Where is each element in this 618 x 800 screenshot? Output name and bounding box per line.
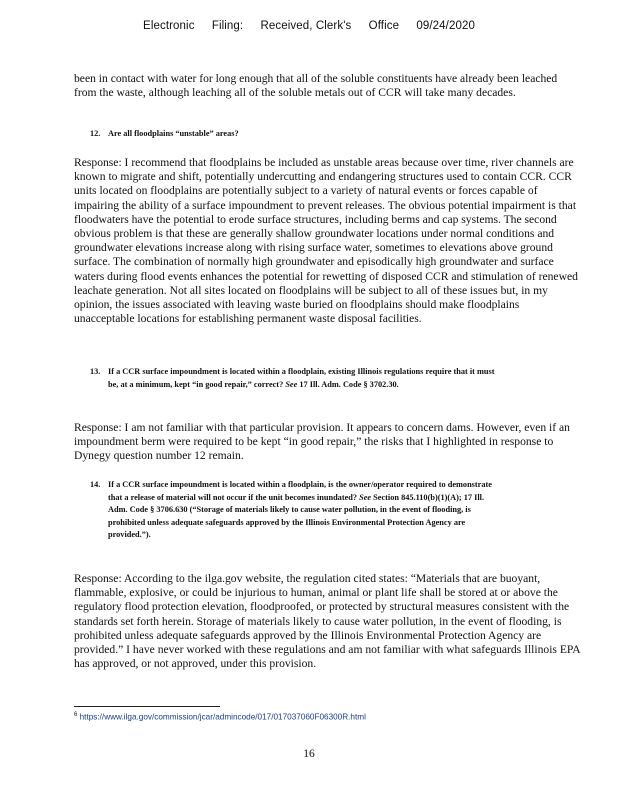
question-13-citation: 17 Ill. Adm. Code § 3702.30. bbox=[297, 379, 399, 389]
question-12-text: Are all floodplains “unstable” areas? bbox=[108, 129, 239, 138]
question-13-number: 13. bbox=[90, 367, 101, 376]
question-13-text: If a CCR surface impoundment is located within a floodplain, existing Illinois regulations require that it must be, at a minimum, kept “in good repair,” correct? bbox=[108, 367, 495, 389]
header-date: 09/24/2020 bbox=[416, 20, 475, 32]
question-12 bbox=[90, 128, 500, 141]
footnote-marker: 6 bbox=[74, 712, 78, 718]
question-12-number: 12. bbox=[90, 129, 101, 138]
header-electronic: Electronic bbox=[143, 20, 195, 32]
question-14-number: 14. bbox=[90, 480, 101, 489]
header-office: Office bbox=[368, 20, 400, 32]
filing-header bbox=[0, 20, 618, 32]
footnote-divider bbox=[74, 706, 220, 707]
question-13 bbox=[90, 366, 500, 391]
page-number: 16 bbox=[303, 748, 315, 760]
footnote bbox=[74, 712, 366, 722]
response-12: Response: I recommend that floodplains be included as unstable areas because over time, river channels are known to migrate and shift, potentially undercutting and endangering structures used to contain CCR. CCR units located on floodplains are potentially subject to a variety of natural events or forces capable of impairing the ability of a surface impoundment to prevent releases. The obvious potential impairment is that floodwaters have the potential to erode surface structures, including berms and cap systems. The second obvious problem is that these are generally shallow groundwater locations under normal conditions and groundwater elevations increase along with rising surface water, sometimes to elevations above ground surface. The combination of normally high groundwater and episodically high groundwater and surface waters during flood events enhances the potential for rewetting of disposed CCR and stimulation of renewed leachate generation. Not all sites located on floodplains will be subject to all of these issues but, in my opinion, the issues associated with leaving waste buried on floodplains should make floodplains unacceptable locations for establishing permanent waste disposal facilities. bbox=[74, 156, 578, 326]
response-13: Response: I am not familiar with that particular provision. It appears to concern dams. However, even if an impoundment berm were required to be kept “in good repair,” the risks that I highlighted in response to Dynegy question number 12 remain. bbox=[74, 421, 570, 463]
header-received: Received, Clerk's bbox=[260, 20, 352, 32]
response-14: Response: According to the ilga.gov website, the regulation cited states: “Materials that are buoyant, flammable, explosive, or could be injurious to human, animal or plant life shall be stored at or above the regulatory flood protection elevation, floodproofed, or protected by structural measures consistent with the standards set forth herein. Storage of materials likely to cause water pollution, in the event of flooding, is prohibited unless adequate safeguards approved by the Illinois Environmental Protection Agency are provided.” I have never worked with these regulations and am not familiar with what safeguards Illinois EPA has approved, or not approved, under this provision. bbox=[74, 572, 581, 671]
question-14-see: See bbox=[359, 492, 372, 502]
question-13-see: See bbox=[285, 379, 298, 389]
header-filing: Filing: bbox=[211, 20, 244, 32]
question-14-citation: Section 845.110(b)(1)(A); 17 Ill. Adm. Code § 3706.630 (“Storage of materials likely to cause water pollution, in the event of flooding, is prohibited unless adequate safeguards approved by the Illinois Environmental Protection Agency are provided.”). bbox=[108, 492, 485, 540]
question-14 bbox=[90, 479, 500, 542]
intro-paragraph: been in contact with water for long enough that all of the soluble constituents have already been leached from the waste, although leaching all of the soluble metals out of CCR will take many decades. bbox=[74, 72, 558, 100]
footnote-link[interactable]: https://www.ilga.gov/commission/jcar/admincode/017/017037060F06300R.html bbox=[79, 712, 366, 722]
question-14-text: If a CCR surface impoundment is located within a floodplain, is the owner/operator required to demonstrate that a release of material will not occur if the unit becomes inundated? bbox=[108, 480, 492, 502]
